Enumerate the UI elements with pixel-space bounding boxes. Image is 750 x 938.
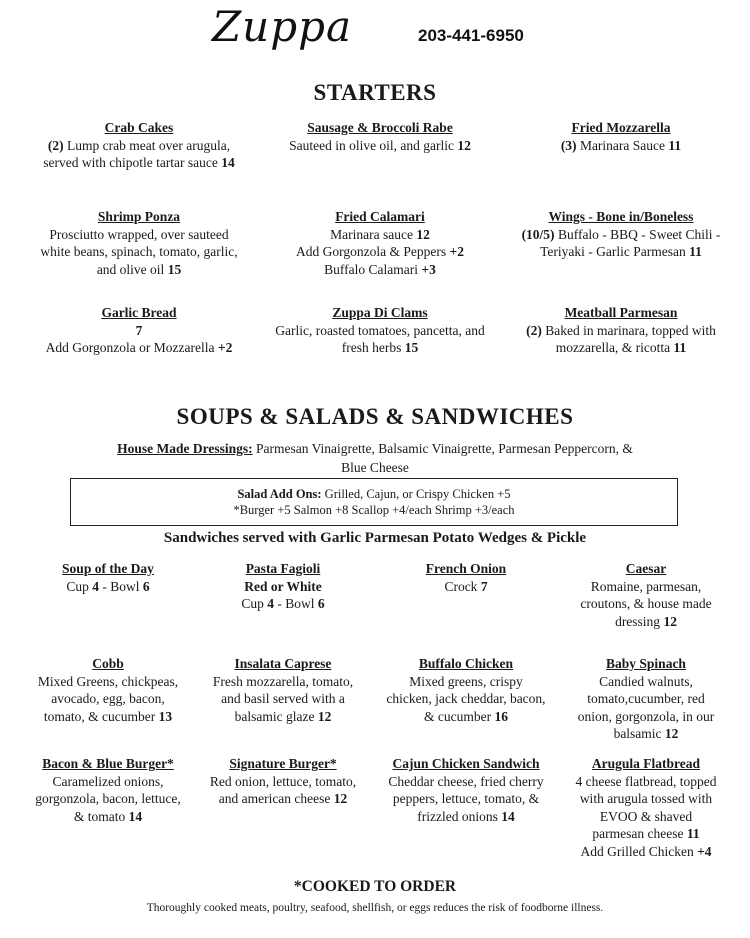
menu-item-price: 12	[457, 137, 471, 153]
menu-item-desc: 4 cheese flatbread, topped	[575, 773, 717, 789]
menu-item-desc: Cheddar cheese, fried cherry	[388, 773, 544, 789]
menu-item-name: Zuppa Di Clams	[332, 305, 428, 320]
menu-item-desc: Crock	[444, 578, 481, 594]
menu-item-price: 15	[167, 261, 182, 277]
phone-number: 203-441-6950	[418, 26, 524, 45]
menu-item-desc: Cup	[66, 578, 93, 594]
dressings-text: Parmesan Vinaigrette, Balsamic Vinaigrette, Parmesan Peppercorn, &	[252, 441, 633, 456]
menu-item-desc: Garlic, roasted tomatoes, pancetta, and	[275, 322, 485, 338]
menu-item-desc: Buffalo Calamari	[324, 261, 422, 277]
menu-item-price: 12	[416, 226, 430, 242]
menu-item-desc: croutons, & house made	[580, 596, 712, 611]
menu-item	[496, 208, 746, 261]
menu-item-desc: with arugula tossed with	[579, 791, 713, 806]
dressings-label: House Made Dressings:	[117, 441, 253, 456]
menu-item-tag: Red or White	[244, 578, 322, 594]
menu-item-name: Sausage & Broccoli Rabe	[307, 120, 453, 135]
menu-item	[255, 208, 505, 278]
menu-item-name: Cobb	[92, 656, 124, 671]
menu-item-desc: dressing	[615, 613, 664, 629]
addons-line-2: *Burger +5 Salmon +8 Scallop +4/each Shrimp +3/each	[233, 503, 515, 517]
menu-item-desc: Candied walnuts,	[599, 673, 693, 689]
menu-item-price: 12	[333, 791, 348, 806]
menu-item-desc: onion, gorgonzola, in our	[577, 708, 715, 724]
menu-item	[496, 119, 746, 154]
menu-item	[566, 560, 726, 630]
menu-item-desc: gorgonzola, bacon, lettuce,	[35, 791, 181, 806]
menu-item-desc: parmesan cheese	[592, 826, 687, 841]
menu-item	[196, 655, 371, 725]
menu-item-price: 6	[317, 596, 325, 611]
menu-item-desc: chicken, jack cheddar, bacon,	[386, 691, 546, 706]
menu-item-price: 14	[501, 808, 515, 824]
menu-item-name: Insalata Caprese	[234, 656, 332, 671]
menu-item-name: Signature Burger*	[229, 756, 337, 771]
menu-item-desc: EVOO & shaved	[599, 808, 693, 824]
menu-item-desc: Baked in marinara, topped with	[541, 322, 716, 338]
menu-item-desc: Add Gorgonzola or Mozzarella	[45, 340, 218, 355]
menu-item-desc: served with chipotle tartar sauce	[43, 155, 222, 170]
menu-item-desc: peppers, lettuce, tomato, &	[392, 791, 540, 806]
menu-item-price: 15	[404, 340, 419, 355]
menu-item-price: +2	[217, 340, 233, 355]
starters-title: STARTERS	[313, 80, 437, 105]
restaurant-logo: Zuppa	[212, 2, 353, 51]
menu-item-name: Crab Cakes	[104, 120, 174, 135]
menu-item-name: Garlic Bread	[101, 305, 177, 320]
menu-item-desc: white beans, spinach, tomato, garlic,	[40, 244, 238, 259]
menu-item-tag: (10/5)	[521, 226, 555, 242]
menu-item-desc: fresh herbs	[341, 340, 405, 355]
menu-item-price: 11	[668, 137, 682, 153]
menu-item	[374, 655, 559, 725]
menu-item-desc: & tomato	[73, 808, 129, 824]
menu-item-desc: balsamic glaze	[234, 708, 318, 724]
menu-item-desc: balsamic	[613, 726, 665, 741]
menu-item-name: Caesar	[625, 561, 667, 576]
menu-item-desc: Lump crab meat over arugula,	[63, 137, 231, 153]
menu-item-desc: mozzarella, & ricotta	[555, 340, 674, 355]
menu-item-price: 13	[158, 708, 173, 724]
menu-item-price: 12	[663, 613, 677, 629]
menu-item-price: 14	[221, 155, 235, 170]
menu-item-desc: Add Grilled Chicken	[580, 843, 698, 859]
menu-item-desc: tomato, & cucumber	[43, 708, 159, 724]
addons-label: Salad Add Ons:	[237, 487, 322, 501]
menu-item-desc: and olive oil	[96, 261, 168, 277]
menu-item-desc: avocado, egg, bacon,	[51, 691, 165, 706]
menu-item-desc: tomato,cucumber, red	[587, 691, 705, 706]
menu-item-desc: & cucumber	[424, 708, 495, 724]
menu-item	[14, 119, 264, 172]
menu-item-desc: Add Gorgonzola & Peppers	[296, 244, 450, 259]
menu-item-desc: Buffalo - BBQ - Sweet Chili -	[554, 226, 721, 242]
menu-item-desc: and basil served with a	[221, 691, 345, 706]
menu-item-desc: Caramelized onions,	[52, 773, 164, 789]
menu-item-name: Buffalo Chicken	[418, 656, 514, 671]
menu-item-name: Wings - Bone in/Boneless	[548, 209, 694, 224]
menu-item	[196, 560, 371, 613]
menu-item	[196, 755, 371, 808]
menu-item-desc: Romaine, parmesan,	[590, 578, 702, 594]
menu-item	[566, 755, 726, 860]
menu-item	[21, 560, 196, 595]
menu-item-price: 11	[689, 244, 702, 259]
menu-item	[21, 755, 196, 825]
menu-item-name: Meatball Parmesan	[564, 305, 678, 320]
menu-item-desc: frizzled onions	[417, 808, 502, 824]
menu-item-name: French Onion	[425, 561, 507, 576]
menu-item-name: Soup of the Day	[62, 561, 154, 576]
menu-item-name: Bacon & Blue Burger*	[42, 756, 174, 771]
menu-item-desc: Marinara Sauce	[576, 137, 669, 153]
menu-item	[14, 208, 264, 278]
menu-item-desc: Cup	[241, 596, 268, 611]
menu-item	[255, 304, 505, 357]
menu-item-price: 6	[142, 578, 150, 594]
soups-title: SOUPS & SALADS & SANDWICHES	[176, 404, 574, 429]
menu-item-desc: - Bowl	[99, 578, 143, 594]
menu-item	[21, 655, 196, 725]
menu-item-name: Fried Mozzarella	[571, 120, 671, 135]
menu-item-name: Pasta Fagioli	[245, 561, 321, 576]
menu-item	[255, 119, 505, 154]
sandwich-note: Sandwiches served with Garlic Parmesan Potato Wedges & Pickle	[163, 530, 587, 546]
menu-item-name: Shrimp Ponza	[97, 209, 181, 224]
menu-item-tag: (2)	[47, 137, 64, 153]
food-warning: Thoroughly cooked meats, poultry, seafood, shellfish, or eggs reduces the risk of foodborne illness.	[146, 902, 604, 914]
menu-item-desc: and american cheese	[218, 791, 334, 806]
menu-item-name: Fried Calamari	[335, 209, 425, 224]
menu-item	[14, 304, 264, 357]
menu-item-desc: Marinara sauce	[330, 226, 417, 242]
menu-item-price: 11	[673, 340, 687, 355]
menu-item-price: 4	[267, 596, 274, 611]
salad-addons-box	[70, 478, 678, 526]
menu-item-price: 11	[686, 826, 700, 841]
menu-item-desc: Mixed Greens, chickpeas,	[37, 673, 179, 689]
dressings-text-2: Blue Cheese	[341, 460, 409, 475]
cooked-to-order: *COOKED TO ORDER	[293, 878, 457, 895]
menu-item-price: 12	[664, 726, 679, 741]
menu-item-price: +3	[421, 261, 436, 277]
menu-item-price: 7	[480, 578, 488, 594]
menu-item-name: Baby Spinach	[606, 656, 686, 671]
menu-item-desc: Mixed greens, crispy	[409, 673, 523, 689]
menu-item-desc: Fresh mozzarella, tomato,	[212, 673, 354, 689]
menu-item-price: 4	[92, 578, 99, 594]
menu-item-price: 16	[494, 708, 508, 724]
menu-item	[374, 755, 559, 825]
menu-item-price: +2	[449, 244, 464, 259]
menu-item-tag: (3)	[560, 137, 577, 153]
dressings-line	[60, 439, 690, 477]
menu-item-tag: 7	[135, 322, 143, 338]
menu-item-name: Cajun Chicken Sandwich	[392, 756, 540, 771]
menu-item	[496, 304, 746, 357]
menu-item	[374, 560, 559, 595]
menu-item	[566, 655, 726, 743]
menu-item-desc: Prosciutto wrapped, over sauteed	[49, 226, 229, 242]
menu-item-tag: (2)	[526, 322, 542, 338]
menu-item-price: 14	[128, 808, 143, 824]
menu-item-name: Arugula Flatbread	[591, 756, 701, 771]
menu-item-price: +4	[697, 843, 712, 859]
menu-item-desc: Sauteed in olive oil, and garlic	[289, 137, 458, 153]
menu-item-desc: - Bowl	[274, 596, 318, 611]
menu-item-desc: Teriyaki - Garlic Parmesan	[540, 244, 690, 259]
menu-item-price: 12	[317, 708, 332, 724]
addons-line-1: Grilled, Cajun, or Crispy Chicken +5	[321, 487, 511, 501]
menu-item-desc: Red onion, lettuce, tomato,	[209, 773, 357, 789]
